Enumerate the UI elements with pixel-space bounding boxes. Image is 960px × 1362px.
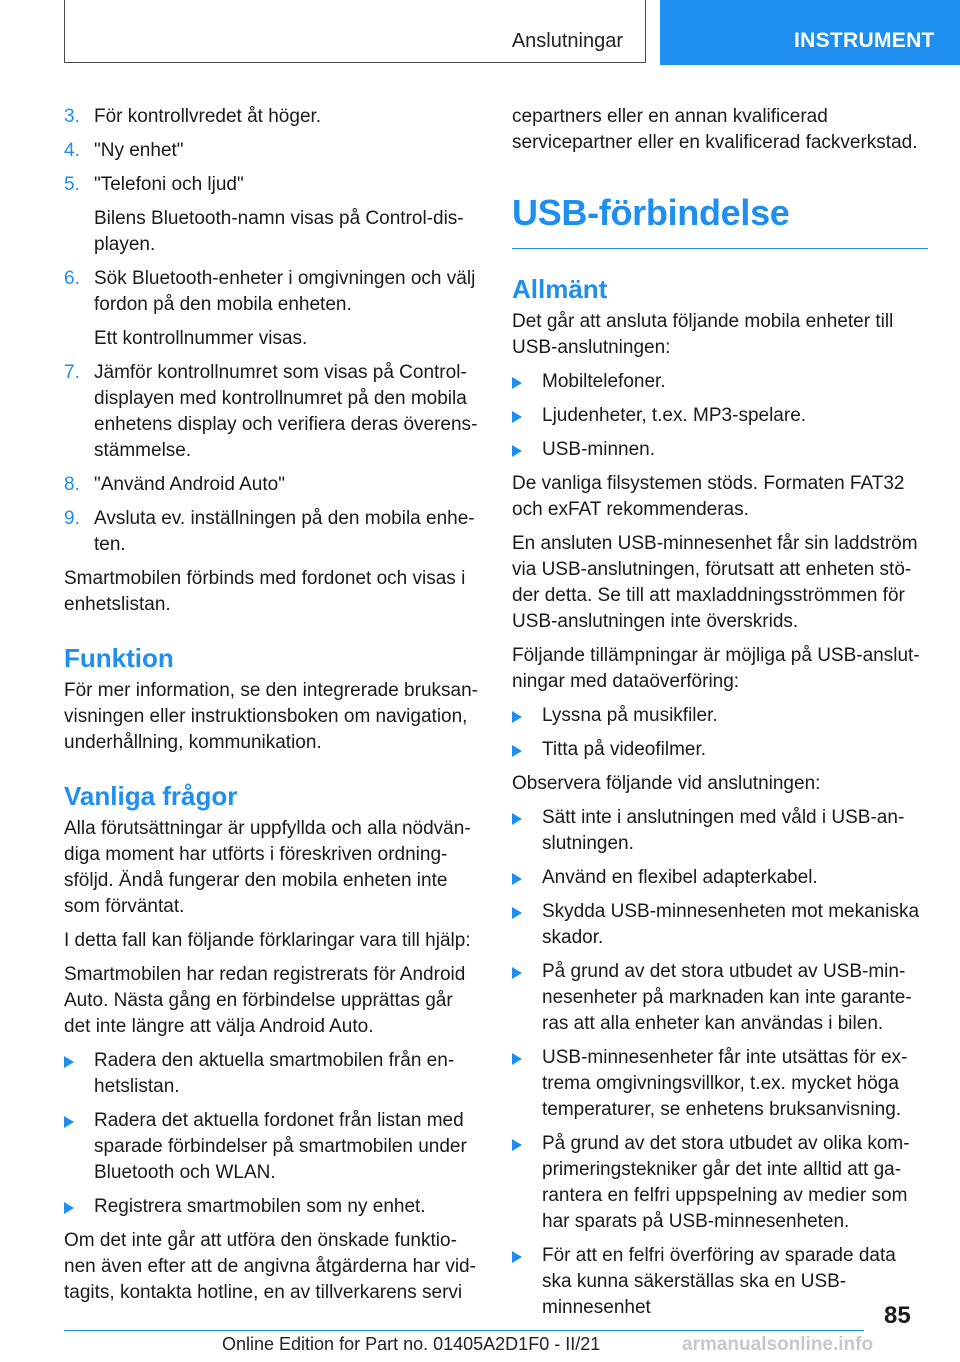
list-item (512, 1243, 928, 1321)
triangle-bullet-icon (512, 445, 522, 457)
step-item (64, 104, 480, 130)
list-item-text: Ljudenheter, t.ex. MP3-spelare. (542, 405, 807, 426)
list-item-text: Radera den aktuella smartmobilen från enhetslistan. (94, 1050, 455, 1097)
footer-divider (64, 1330, 864, 1331)
left-column (64, 104, 480, 1314)
list-item-text: USB-minnen. (542, 439, 655, 460)
triangle-bullet-icon (512, 377, 522, 389)
paragraph: Smartmobilen förbinds med fordonet och visas i enhetslistan. (64, 568, 466, 615)
list-item (64, 1194, 480, 1220)
triangle-bullet-icon (512, 1053, 522, 1065)
paragraph: cepartners eller en annan kvalificerad servicepartner eller en kvalificerad fackverkstad. (512, 106, 918, 153)
triangle-bullet-icon (512, 1251, 522, 1263)
list-item-text: För att en felfri överföring av sparade data ska kunna säkerställas ska en USB-minnesenhet (542, 1245, 896, 1318)
triangle-bullet-icon (512, 873, 522, 885)
right-column (512, 104, 928, 1329)
step-text: "Ny enhet" (94, 140, 184, 161)
list-item (512, 703, 928, 729)
step-subtext: Ett kontrollnummer visas. (94, 328, 308, 349)
step-number: 9. (64, 508, 80, 529)
section-heading-funktion: Funktion (64, 643, 174, 673)
list-item-text: Radera det aktuella fordonet från listan med sparade förbindelser på smartmobilen under Bluetooth och WLAN. (94, 1110, 467, 1183)
triangle-bullet-icon (512, 907, 522, 919)
list-item (512, 369, 928, 395)
list-item-text: Registrera smartmobilen som ny enhet. (94, 1196, 426, 1217)
step-text: "Telefoni och ljud" (94, 174, 244, 195)
step-text: Sök Bluetooth-enheter i omgivningen och välj fordon på den mobila enheten. (94, 268, 476, 315)
step-item (64, 360, 480, 464)
step-item (64, 472, 480, 498)
list-item (512, 865, 928, 891)
list-item (512, 959, 928, 1037)
list-item-text: USB-minnesenheter får inte utsättas för extrema omgivningsvillkor, t.ex. mycket höga temperaturer, se enhetens bruksanvisning. (542, 1047, 908, 1120)
triangle-bullet-icon (512, 967, 522, 979)
watermark: armanualsonline.info (682, 1334, 874, 1355)
list-item-text: Skydda USB-minnesenheten mot mekaniska skador. (542, 901, 920, 948)
footer-edition: Online Edition for Part no. 01405A2D1F0 - II/21 (222, 1334, 601, 1354)
triangle-bullet-icon (512, 1139, 522, 1151)
list-item (512, 437, 928, 463)
list-item (512, 737, 928, 763)
list-item (512, 403, 928, 429)
step-text: Avsluta ev. inställningen på den mobila enheten. (94, 508, 475, 555)
section-heading-allmant: Allmänt (512, 274, 608, 304)
list-item-text: Använd en flexibel adapterkabel. (542, 867, 818, 888)
section-heading-faq: Vanliga frågor (64, 781, 238, 811)
list-item (64, 1108, 480, 1186)
triangle-bullet-icon (512, 711, 522, 723)
step-text: "Använd Android Auto" (94, 474, 285, 495)
paragraph: Observera följande vid anslutningen: (512, 773, 821, 794)
chapter-heading-usb: USB-förbindelse (512, 192, 928, 249)
paragraph: En ansluten USB-minnesenhet får sin laddström via USB-anslutningen, förutsatt att enheten stöder detta. Se till att maxladdningsströmmen för USB-anslutningen inte överskrids. (512, 533, 918, 632)
step-number: 5. (64, 174, 80, 195)
step-subtext: Bilens Bluetooth-namn visas på Control-displayen. (94, 208, 464, 255)
triangle-bullet-icon (64, 1202, 74, 1214)
list-item-text: Sätt inte i anslutningen med våld i USB-anslutningen. (542, 807, 905, 854)
step-item (64, 506, 480, 558)
step-number: 8. (64, 474, 80, 495)
paragraph: Det går att ansluta följande mobila enheter till USB-anslutningen: (512, 311, 894, 358)
page-header (0, 0, 960, 66)
paragraph: De vanliga filsystemen stöds. Formaten FAT32 och exFAT rekommenderas. (512, 473, 905, 520)
triangle-bullet-icon (512, 745, 522, 757)
list-item-text: På grund av det stora utbudet av olika komprimeringstekniker går det inte alltid att garantera en felfri uppspelning av medier som har sparats på USB-minnesenheten. (542, 1133, 910, 1232)
page-number: 85 (884, 1302, 911, 1329)
paragraph: Alla förutsättningar är uppfyllda och alla nödvändiga moment har utförts i föreskriven ordningsföljd. Ändå fungerar den mobila enheten inte som förväntat. (64, 818, 471, 917)
step-number: 3. (64, 106, 80, 127)
section-title: Anslutningar (511, 30, 623, 52)
step-number: 6. (64, 268, 80, 289)
step-item (64, 172, 480, 198)
list-item-text: Lyssna på musikfiler. (542, 705, 718, 726)
list-item-text: Titta på videofilmer. (542, 739, 707, 760)
list-item (512, 1045, 928, 1123)
step-item (64, 266, 480, 318)
paragraph: Följande tillämpningar är möjliga på USB-anslutningar med dataöverföring: (512, 645, 920, 692)
list-item-text: Mobiltelefoner. (542, 371, 666, 392)
paragraph: I detta fall kan följande förklaringar vara till hjälp: (64, 930, 471, 951)
section-header-box (64, 0, 646, 63)
step-item (64, 138, 480, 164)
paragraph: Om det inte går att utföra den önskade funktionen även efter att de angivna åtgärderna har vidtagits, kontakta hotline, en av tillverkarens servi (64, 1230, 476, 1303)
list-item (512, 805, 928, 857)
paragraph: Smartmobilen har redan registrerats för Android Auto. Nästa gång en förbindelse upprättas går det inte längre att välja Android Auto. (64, 964, 466, 1037)
triangle-bullet-icon (64, 1056, 74, 1068)
triangle-bullet-icon (512, 411, 522, 423)
paragraph: För mer information, se den integrerade bruksanvisningen eller instruktionsboken om navigation, underhållning, kommunikation. (64, 680, 478, 753)
step-text: För kontrollvredet åt höger. (94, 106, 322, 127)
triangle-bullet-icon (64, 1116, 74, 1128)
chapter-tab[interactable] (660, 0, 960, 65)
triangle-bullet-icon (512, 813, 522, 825)
step-number: 7. (64, 362, 80, 383)
chapter-tab-label: INSTRUMENT (794, 29, 935, 52)
step-text: Jämför kontrollnumret som visas på Control-displayen med kontrollnumret på den mobila enhetens display och verifiera deras överensstämmelse. (94, 362, 478, 461)
list-item (64, 1048, 480, 1100)
list-item (512, 1131, 928, 1235)
list-item (512, 899, 928, 951)
step-number: 4. (64, 140, 80, 161)
list-item-text: På grund av det stora utbudet av USB-minnesenheter på marknaden kan inte garanteras att alla enheter kan användas i bilen. (542, 961, 912, 1034)
